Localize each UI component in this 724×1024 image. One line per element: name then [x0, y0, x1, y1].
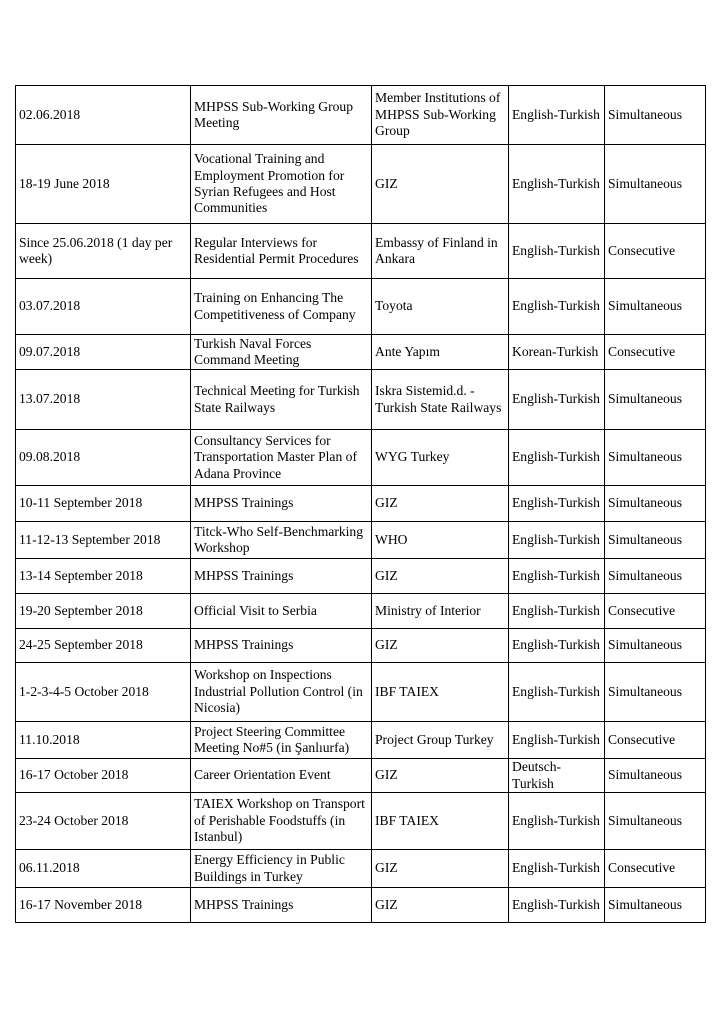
mode-cell: Consecutive [605, 722, 706, 759]
date-cell: 13-14 September 2018 [16, 559, 191, 594]
table-row [16, 888, 706, 923]
date-cell: 16-17 November 2018 [16, 888, 191, 923]
topic-cell: Turkish Naval Forces Command Meeting [191, 335, 372, 370]
date-cell: 1-2-3-4-5 October 2018 [16, 663, 191, 722]
table-row [16, 594, 706, 629]
topic-cell: Official Visit to Serbia [191, 594, 372, 629]
language-cell: English-Turkish [509, 850, 605, 888]
date-cell: 09.08.2018 [16, 430, 191, 486]
date-cell: 11-12-13 September 2018 [16, 522, 191, 559]
topic-cell: Project Steering Committee Meeting No#5 (in Şanlıurfa) [191, 722, 372, 759]
mode-cell: Simultaneous [605, 486, 706, 522]
table-row [16, 430, 706, 486]
topic-cell: Technical Meeting for Turkish State Railways [191, 370, 372, 430]
date-cell: 23-24 October 2018 [16, 793, 191, 850]
mode-cell: Simultaneous [605, 279, 706, 335]
table-row [16, 370, 706, 430]
table-row [16, 224, 706, 279]
topic-cell: MHPSS Sub-Working Group Meeting [191, 86, 372, 145]
client-cell: GIZ [372, 629, 509, 663]
client-cell: Ministry of Interior [372, 594, 509, 629]
mode-cell: Simultaneous [605, 86, 706, 145]
mode-cell: Simultaneous [605, 370, 706, 430]
table-row [16, 486, 706, 522]
language-cell: English-Turkish [509, 629, 605, 663]
table-row [16, 722, 706, 759]
client-cell: Ante Yapım [372, 335, 509, 370]
table-row [16, 279, 706, 335]
mode-cell: Simultaneous [605, 522, 706, 559]
date-cell: 19-20 September 2018 [16, 594, 191, 629]
table-body [16, 86, 706, 923]
date-cell: 06.11.2018 [16, 850, 191, 888]
language-cell: Deutsch-Turkish [509, 759, 605, 793]
client-cell: IBF TAIEX [372, 793, 509, 850]
language-cell: English-Turkish [509, 663, 605, 722]
language-cell: English-Turkish [509, 793, 605, 850]
client-cell: GIZ [372, 888, 509, 923]
client-cell: Iskra Sistemid.d. - Turkish State Railways [372, 370, 509, 430]
mode-cell: Simultaneous [605, 145, 706, 224]
date-cell: 11.10.2018 [16, 722, 191, 759]
topic-cell: MHPSS Trainings [191, 486, 372, 522]
client-cell: GIZ [372, 145, 509, 224]
interpreting-assignments-table [15, 85, 706, 923]
language-cell: English-Turkish [509, 224, 605, 279]
date-cell: 10-11 September 2018 [16, 486, 191, 522]
mode-cell: Simultaneous [605, 663, 706, 722]
client-cell: Toyota [372, 279, 509, 335]
language-cell: English-Turkish [509, 722, 605, 759]
date-cell: Since 25.06.2018 (1 day per week) [16, 224, 191, 279]
topic-cell: Workshop on Inspections Industrial Pollution Control (in Nicosia) [191, 663, 372, 722]
language-cell: English-Turkish [509, 145, 605, 224]
mode-cell: Simultaneous [605, 793, 706, 850]
client-cell: WYG Turkey [372, 430, 509, 486]
topic-cell: Vocational Training and Employment Promotion for Syrian Refugees and Host Communities [191, 145, 372, 224]
table-row [16, 559, 706, 594]
topic-cell: TAIEX Workshop on Transport of Perishable Foodstuffs (in Istanbul) [191, 793, 372, 850]
language-cell: English-Turkish [509, 279, 605, 335]
table-row [16, 86, 706, 145]
client-cell: Embassy of Finland in Ankara [372, 224, 509, 279]
mode-cell: Consecutive [605, 224, 706, 279]
language-cell: English-Turkish [509, 888, 605, 923]
client-cell: Member Institutions of MHPSS Sub-Working Group [372, 86, 509, 145]
client-cell: IBF TAIEX [372, 663, 509, 722]
client-cell: GIZ [372, 559, 509, 594]
client-cell: GIZ [372, 486, 509, 522]
topic-cell: Training on Enhancing The Competitiveness of Company [191, 279, 372, 335]
mode-cell: Consecutive [605, 335, 706, 370]
table-row [16, 145, 706, 224]
topic-cell: Energy Efficiency in Public Buildings in Turkey [191, 850, 372, 888]
table-row [16, 850, 706, 888]
table-row [16, 629, 706, 663]
date-cell: 18-19 June 2018 [16, 145, 191, 224]
mode-cell: Simultaneous [605, 759, 706, 793]
language-cell: English-Turkish [509, 486, 605, 522]
topic-cell: MHPSS Trainings [191, 888, 372, 923]
language-cell: English-Turkish [509, 559, 605, 594]
topic-cell: Titck-Who Self-Benchmarking Workshop [191, 522, 372, 559]
client-cell: Project Group Turkey [372, 722, 509, 759]
topic-cell: MHPSS Trainings [191, 629, 372, 663]
mode-cell: Consecutive [605, 850, 706, 888]
topic-cell: Regular Interviews for Residential Permit Procedures [191, 224, 372, 279]
client-cell: GIZ [372, 850, 509, 888]
language-cell: Korean-Turkish [509, 335, 605, 370]
mode-cell: Simultaneous [605, 430, 706, 486]
date-cell: 16-17 October 2018 [16, 759, 191, 793]
language-cell: English-Turkish [509, 86, 605, 145]
mode-cell: Simultaneous [605, 559, 706, 594]
date-cell: 02.06.2018 [16, 86, 191, 145]
client-cell: GIZ [372, 759, 509, 793]
table-row [16, 522, 706, 559]
topic-cell: Career Orientation Event [191, 759, 372, 793]
table-row [16, 663, 706, 722]
language-cell: English-Turkish [509, 522, 605, 559]
table-row [16, 793, 706, 850]
language-cell: English-Turkish [509, 594, 605, 629]
topic-cell: Consultancy Services for Transportation Master Plan of Adana Province [191, 430, 372, 486]
mode-cell: Consecutive [605, 594, 706, 629]
mode-cell: Simultaneous [605, 888, 706, 923]
date-cell: 24-25 September 2018 [16, 629, 191, 663]
language-cell: English-Turkish [509, 430, 605, 486]
mode-cell: Simultaneous [605, 629, 706, 663]
language-cell: English-Turkish [509, 370, 605, 430]
date-cell: 13.07.2018 [16, 370, 191, 430]
table-row [16, 335, 706, 370]
topic-cell: MHPSS Trainings [191, 559, 372, 594]
date-cell: 03.07.2018 [16, 279, 191, 335]
date-cell: 09.07.2018 [16, 335, 191, 370]
client-cell: WHO [372, 522, 509, 559]
table-row [16, 759, 706, 793]
